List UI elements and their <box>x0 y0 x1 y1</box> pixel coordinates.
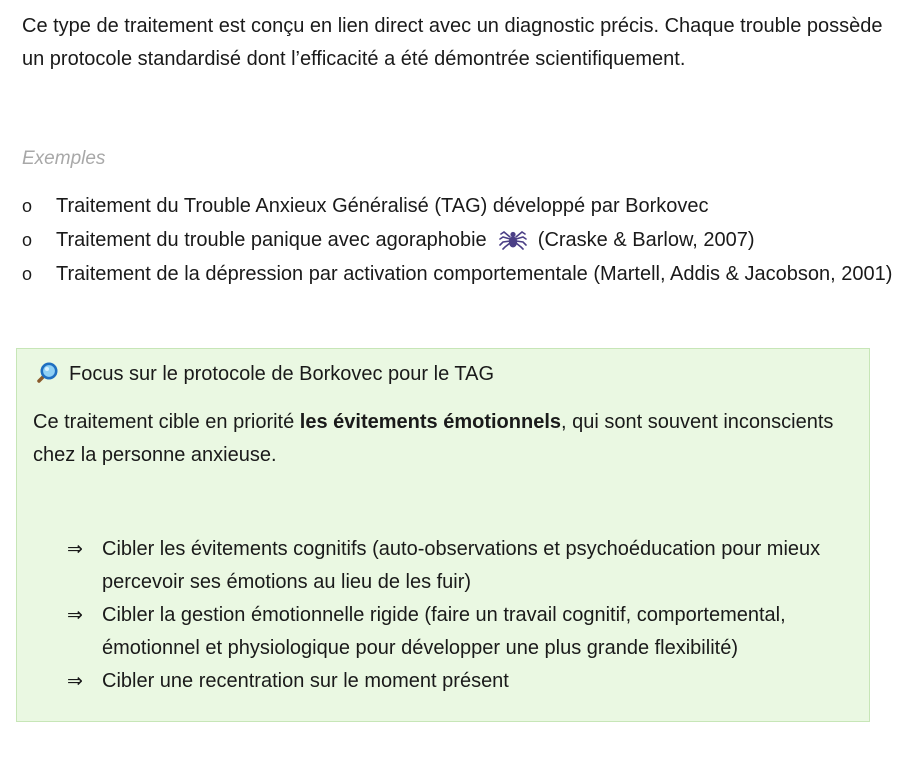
list-item <box>22 258 902 290</box>
examples-heading: Exemples <box>22 148 106 169</box>
list-item-text: Cibler une recentration sur le moment présent <box>102 670 509 692</box>
bullet-marker: o <box>22 230 33 250</box>
list-item <box>67 599 853 665</box>
list-item-text: Traitement de la dépression par activation comportementale (Martell, Addis & Jacobson, 2001) <box>56 263 893 285</box>
list-item-text-after: (Craske & Barlow, 2007) <box>537 229 755 251</box>
focus-points-list <box>33 533 853 698</box>
arrow-marker: ⇒ <box>67 604 83 626</box>
focus-title-row <box>33 359 853 389</box>
list-item <box>22 224 902 256</box>
focus-description <box>33 406 853 472</box>
focus-body-text: Ce traitement cible en priorité <box>33 411 300 433</box>
focus-body-emphasis: les évitements émotionnels <box>299 411 561 433</box>
arrow-marker: ⇒ <box>67 538 83 560</box>
focus-title: Focus sur le protocole de Borkovec pour le TAG <box>69 363 495 385</box>
spider-icon <box>498 228 528 250</box>
document-page <box>22 10 902 292</box>
list-item-text <box>56 224 902 256</box>
examples-list <box>22 190 902 290</box>
focus-callout <box>16 348 870 722</box>
list-item <box>67 533 853 599</box>
list-item-text-before: Traitement du trouble panique avec agoraphobie <box>56 229 487 251</box>
magnifier-icon <box>33 361 59 387</box>
list-item-text: Cibler la gestion émotionnelle rigide (faire un travail cognitif, comportemental, émotionnel et physiologique pour développer une plus grande flexibilité) <box>102 604 786 659</box>
list-item <box>67 665 853 698</box>
bullet-marker: o <box>22 196 33 216</box>
list-item-text: Traitement du Trouble Anxieux Généralisé (TAG) développé par Borkovec <box>56 195 709 217</box>
list-item-text: Cibler les évitements cognitifs (auto-observations et psychoéducation pour mieux percevoir ses émotions au lieu de les fuir) <box>102 538 821 593</box>
list-item <box>22 190 902 222</box>
arrow-marker: ⇒ <box>67 670 83 692</box>
intro-paragraph: Ce type de traitement est conçu en lien direct avec un diagnostic précis. Chaque trouble possède un protocole standardisé dont l’efficacité a été démontrée scientifiquement. <box>22 15 883 70</box>
bullet-marker: o <box>22 264 33 284</box>
focus-body-text-end: , qui sont souvent inconscients chez la personne anxieuse. <box>33 411 834 466</box>
